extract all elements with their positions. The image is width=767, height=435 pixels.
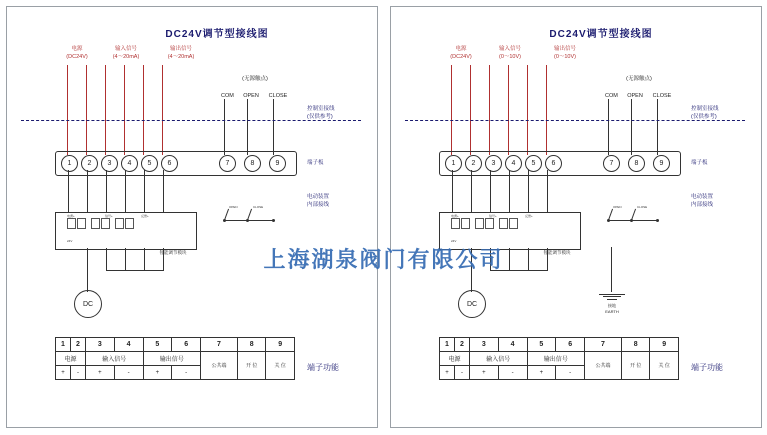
terminal-9-right[interactable]: 9 — [653, 155, 670, 172]
terminal-8-right[interactable]: 8 — [628, 155, 645, 172]
module-label-left: 智能调节模块 — [159, 250, 187, 255]
power-label-right: 电源 (DC24V) — [450, 46, 472, 61]
relay-close-right: CLOSE — [652, 93, 672, 99]
module-pin-label-power-right: 电源+ — [451, 214, 459, 218]
module-pin-sub-24v-right: 24V — [451, 239, 457, 243]
terminal-8-left[interactable]: 8 — [244, 155, 261, 172]
wire-output-plus-left — [143, 65, 144, 155]
relay-note-right: (无源触点) — [626, 76, 652, 82]
wire-power-minus-left — [86, 65, 87, 155]
wire-t1-module-left — [68, 170, 69, 214]
wire-t5-module-right — [528, 170, 529, 214]
wire-t2-module-right — [471, 170, 472, 214]
fn-num-7-left: 7 — [201, 338, 238, 352]
module-pin-label-feedback-left: 反馈+ — [141, 214, 149, 218]
wiring-diagram-right — [390, 6, 762, 428]
relay-com-left: COM — [221, 93, 234, 99]
fn-num-5-right: 5 — [527, 338, 556, 352]
diagram-title-right: DC24V调节型接线图 — [549, 29, 653, 40]
wire-t3-module-right — [490, 170, 491, 214]
fn-num-5-left: 5 — [143, 338, 172, 352]
fn-num-1-right: 1 — [440, 338, 455, 352]
wire-input-minus-right — [508, 65, 509, 155]
terminal-board-label-left: 端子板 — [307, 160, 324, 166]
control-room-divider-left — [21, 120, 361, 121]
fn-group-input-left: 输入信号 — [85, 352, 143, 366]
fn-num-7-right: 7 — [585, 338, 622, 352]
wire-open-right — [631, 99, 632, 155]
terminal-4-right[interactable]: 4 — [505, 155, 522, 172]
wire-input-plus-right — [489, 65, 490, 155]
dc-source-left: DC — [74, 290, 102, 318]
wire-output-minus-right — [546, 65, 547, 155]
wire-t4-module-right — [509, 170, 510, 214]
module-pin-2-right[interactable] — [461, 218, 470, 229]
fn-num-9-left: 9 — [266, 338, 295, 352]
actuator-label-right: 电动装置 内部接线 — [691, 194, 714, 209]
fn-sign-4-right: - — [498, 366, 527, 380]
company-watermark: 上海湖泉阀门有限公司 — [263, 248, 504, 273]
module-pin-label-power-left: 电源+ — [67, 214, 75, 218]
relay-note-left: (无源触点) — [242, 76, 268, 82]
relay-close-mark-right: CLOSE — [637, 205, 648, 209]
actuator-label-left: 电动装置 内部接线 — [307, 194, 330, 209]
wire-close-right — [657, 99, 658, 155]
fn-num-6-left: 6 — [172, 338, 201, 352]
fn-num-9-right: 9 — [650, 338, 679, 352]
fn-num-3-right: 3 — [469, 338, 498, 352]
terminal-2-right[interactable]: 2 — [465, 155, 482, 172]
module-pin-strip-left — [67, 218, 135, 229]
terminal-1-right[interactable]: 1 — [445, 155, 462, 172]
wire-com-right — [608, 99, 609, 155]
module-pin-strip-right — [451, 218, 519, 229]
terminal-3-right[interactable]: 3 — [485, 155, 502, 172]
terminal-5-right[interactable]: 5 — [525, 155, 542, 172]
module-pin-4-right[interactable] — [485, 218, 494, 229]
wire-t6-module-right — [547, 170, 548, 214]
function-table-left — [55, 337, 295, 380]
module-pin-6-left[interactable] — [125, 218, 134, 229]
relay-open-mark-left: OPEN — [229, 205, 238, 209]
wire-output-minus-left — [162, 65, 163, 155]
relay-switch-open-right — [608, 209, 613, 221]
fn-group-common-left: 公共端 — [201, 352, 238, 380]
relay-switch-close-left — [247, 209, 252, 221]
terminal-1-left[interactable]: 1 — [61, 155, 78, 172]
relay-com-right: COM — [605, 93, 618, 99]
terminal-strip-outline-left — [55, 151, 297, 176]
fn-num-4-right: 4 — [498, 338, 527, 352]
wire-power-plus-right — [451, 65, 452, 155]
fn-num-8-left: 8 — [237, 338, 266, 352]
fn-num-2-left: 2 — [70, 338, 85, 352]
wire-com-left — [224, 99, 225, 155]
control-room-label-right: 控制室接线 (仅供参考) — [691, 106, 719, 121]
fn-group-open-left: 开 位 — [237, 352, 266, 380]
terminal-6-left[interactable]: 6 — [161, 155, 178, 172]
module-pin-5-left[interactable] — [115, 218, 124, 229]
relay-close-mark-left: CLOSE — [253, 205, 264, 209]
power-label-left: 电源 (DC24V) — [66, 46, 88, 61]
relay-common-bar-left — [224, 220, 274, 221]
control-room-label-left: 控制室接线 (仅供参考) — [307, 106, 335, 121]
module-pin-1-left[interactable] — [67, 218, 76, 229]
input-signal-label-right: 输入信号 (0～10V) — [498, 46, 521, 61]
fn-group-common-right: 公共端 — [585, 352, 622, 380]
terminal-4-left[interactable]: 4 — [121, 155, 138, 172]
fn-group-input-right: 输入信号 — [469, 352, 527, 366]
module-pin-sub-24v-left: 24V — [67, 239, 73, 243]
module-pin-3-right[interactable] — [475, 218, 484, 229]
wire-t1-module-right — [452, 170, 453, 214]
fn-group-output-left: 输出信号 — [143, 352, 201, 366]
control-room-divider-right — [405, 120, 745, 121]
fn-num-2-right: 2 — [454, 338, 469, 352]
fn-group-close-right: 关 位 — [650, 352, 679, 380]
fn-num-6-right: 6 — [556, 338, 585, 352]
fn-sign-5-right: + — [527, 366, 556, 380]
terminal-3-left[interactable]: 3 — [101, 155, 118, 172]
module-pin-5-right[interactable] — [499, 218, 508, 229]
fn-sign-3-right: + — [469, 366, 498, 380]
module-pin-label-feedback-right: 反馈+ — [525, 214, 533, 218]
terminal-strip-outline-right — [439, 151, 681, 176]
fn-sign-6-left: - — [172, 366, 201, 380]
module-pin-2-left[interactable] — [77, 218, 86, 229]
table-row-numbers-left — [56, 338, 295, 352]
fn-sign-4-left: - — [114, 366, 143, 380]
terminal-board-label-right: 端子板 — [691, 160, 708, 166]
fn-sign-1-right: + — [440, 366, 455, 380]
function-title-left: 端子功能 — [307, 363, 339, 372]
wire-t4-module-left — [125, 170, 126, 214]
fn-group-power-right: 电源 — [440, 352, 470, 366]
diagram-title-left: DC24V调节型接线图 — [165, 29, 269, 40]
wire-power-plus-left — [67, 65, 68, 155]
function-table-right — [439, 337, 679, 380]
fn-sign-2-left: - — [70, 366, 85, 380]
function-title-right: 端子功能 — [691, 363, 723, 372]
wire-t2-module-left — [87, 170, 88, 214]
dc-source-right: DC — [458, 290, 486, 318]
relay-open-left: OPEN — [243, 93, 259, 99]
fn-num-8-right: 8 — [621, 338, 650, 352]
fn-sign-1-left: + — [56, 366, 71, 380]
table-row-numbers-right — [440, 338, 679, 352]
fn-sign-6-right: - — [556, 366, 585, 380]
terminal-2-left[interactable]: 2 — [81, 155, 98, 172]
earth-label-right: 接地 EARTH — [605, 303, 619, 314]
module-pin-3-left[interactable] — [91, 218, 100, 229]
table-row-groups-right — [440, 352, 679, 366]
terminal-9-left[interactable]: 9 — [269, 155, 286, 172]
relay-common-bar-right — [608, 220, 658, 221]
wire-t5-module-left — [144, 170, 145, 214]
fn-sign-3-left: + — [85, 366, 114, 380]
terminal-5-left[interactable]: 5 — [141, 155, 158, 172]
wire-power-minus-right — [470, 65, 471, 155]
module-pin-6-right[interactable] — [509, 218, 518, 229]
fn-num-4-left: 4 — [114, 338, 143, 352]
relay-switch-open-left — [224, 209, 229, 221]
wire-close-left — [273, 99, 274, 155]
module-pin-1-right[interactable] — [451, 218, 460, 229]
terminal-6-right[interactable]: 6 — [545, 155, 562, 172]
wire-t6-module-left — [163, 170, 164, 214]
wire-input-plus-left — [105, 65, 106, 155]
wire-output-plus-right — [527, 65, 528, 155]
fn-group-close-left: 关 位 — [266, 352, 295, 380]
fn-sign-5-left: + — [143, 366, 172, 380]
output-signal-label-right: 输出信号 (0～10V) — [553, 46, 576, 61]
relay-open-right: OPEN — [627, 93, 643, 99]
wire-input-minus-left — [124, 65, 125, 155]
terminal-7-left[interactable]: 7 — [219, 155, 236, 172]
output-signal-label-left: 输出信号 (4～20mA) — [167, 46, 195, 61]
terminal-7-right[interactable]: 7 — [603, 155, 620, 172]
module-label-right: 智能调节模块 — [543, 250, 571, 255]
earth-icon-right — [599, 292, 625, 300]
table-row-groups-left — [56, 352, 295, 366]
module-pin-4-left[interactable] — [101, 218, 110, 229]
wire-t3-module-left — [106, 170, 107, 214]
fn-num-3-left: 3 — [85, 338, 114, 352]
input-signal-label-left: 输入信号 (4～20mA) — [112, 46, 140, 61]
relay-close-left: CLOSE — [268, 93, 288, 99]
relay-switch-close-right — [631, 209, 636, 221]
fn-group-output-right: 输出信号 — [527, 352, 585, 366]
relay-open-mark-right: OPEN — [613, 205, 622, 209]
wire-open-left — [247, 99, 248, 155]
fn-num-1-left: 1 — [56, 338, 71, 352]
wiring-diagram-left — [6, 6, 378, 428]
fn-group-open-right: 开 位 — [621, 352, 650, 380]
fn-group-power-left: 电源 — [56, 352, 86, 366]
fn-sign-2-right: - — [454, 366, 469, 380]
module-pin-label-signal-right: 信号+ — [489, 214, 497, 218]
module-pin-label-signal-left: 信号+ — [105, 214, 113, 218]
